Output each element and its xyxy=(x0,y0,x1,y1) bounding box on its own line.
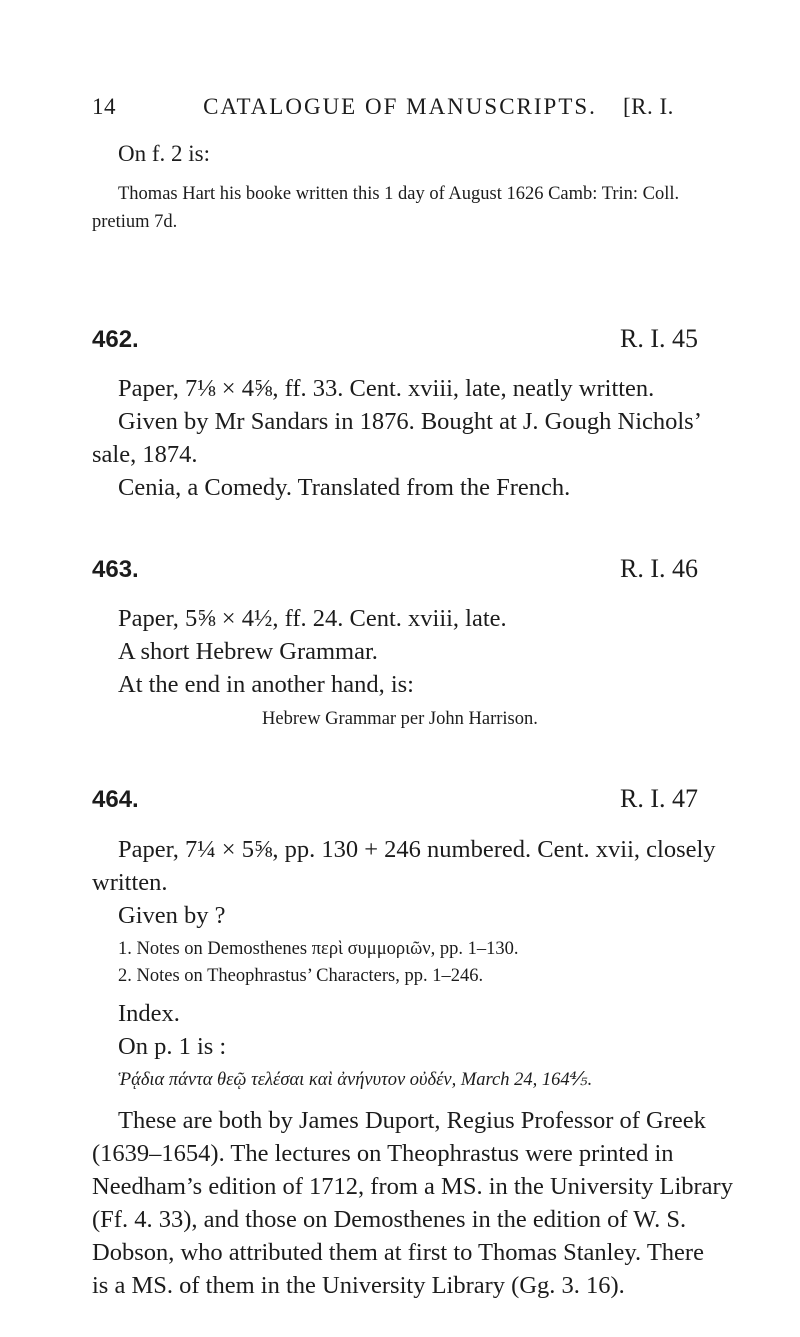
entry-line: (Ff. 4. 33), and those on Demosthenes in the edition of W. S. xyxy=(92,1206,687,1233)
entry-line: A short Hebrew Grammar. xyxy=(118,638,378,665)
entry-number: 463. xyxy=(92,556,139,583)
entry-shelfmark: R. I. 45 xyxy=(620,324,698,353)
entry-list-item: 1. Notes on Demosthenes περὶ συμμοριῶν, pp. 1–130. xyxy=(118,939,519,959)
shelf-range: [R. I. xyxy=(623,94,674,119)
entry-line: Index. xyxy=(118,1000,180,1027)
entry-line: Paper, 7⅛ × 4⅝, ff. 33. Cent. xviii, late, neatly written. xyxy=(118,375,655,402)
greek-inscription: Ῥᾴδια πάντα θεῷ τελέσαι καὶ ἀνήνυτον οὐδέν, March 24, 164⅘. xyxy=(118,1070,593,1090)
entry-line: Paper, 5⅝ × 4½, ff. 24. Cent. xviii, late. xyxy=(118,605,507,632)
entry-line: Paper, 7¼ × 5⅝, pp. 130 + 246 numbered. Cent. xvii, closely xyxy=(118,836,716,863)
entry-list-item: 2. Notes on Theophrastus’ Characters, pp. 1–246. xyxy=(118,966,484,986)
entry-line: Needham’s edition of 1712, from a MS. in the University Library xyxy=(92,1173,733,1200)
inscription-line-2: pretium 7d. xyxy=(92,212,178,232)
entry-number: 462. xyxy=(92,326,139,353)
entry-line: On p. 1 is : xyxy=(118,1033,227,1060)
entry-line: Given by Mr Sandars in 1876. Bought at J. Gough Nichols’ xyxy=(118,408,702,435)
entry-number: 464. xyxy=(92,786,139,813)
entry-line: Cenia, a Comedy. Translated from the French. xyxy=(118,474,571,501)
entry-line: (1639–1654). The lectures on Theophrastus were printed in xyxy=(92,1140,674,1167)
running-title: CATALOGUE OF MANUSCRIPTS. xyxy=(203,94,597,119)
entry-line: is a MS. of them in the University Library (Gg. 3. 16). xyxy=(92,1272,625,1299)
entry-quotation: Hebrew Grammar per John Harrison. xyxy=(262,709,538,729)
entry-line: Given by ? xyxy=(118,902,226,929)
entry-shelfmark: R. I. 47 xyxy=(620,784,698,813)
entry-line: sale, 1874. xyxy=(92,441,198,468)
entry-line: These are both by James Duport, Regius Professor of Greek xyxy=(118,1107,706,1134)
entry-line: At the end in another hand, is: xyxy=(118,671,414,698)
page-number: 14 xyxy=(92,94,116,119)
inscription-line-1: Thomas Hart his booke written this 1 day of August 1626 Camb: Trin: Coll. xyxy=(118,184,680,204)
preface-line: On f. 2 is: xyxy=(118,141,210,166)
entry-shelfmark: R. I. 46 xyxy=(620,554,698,583)
entry-line: written. xyxy=(92,869,168,896)
entry-line: Dobson, who attributed them at first to Thomas Stanley. There xyxy=(92,1239,704,1266)
